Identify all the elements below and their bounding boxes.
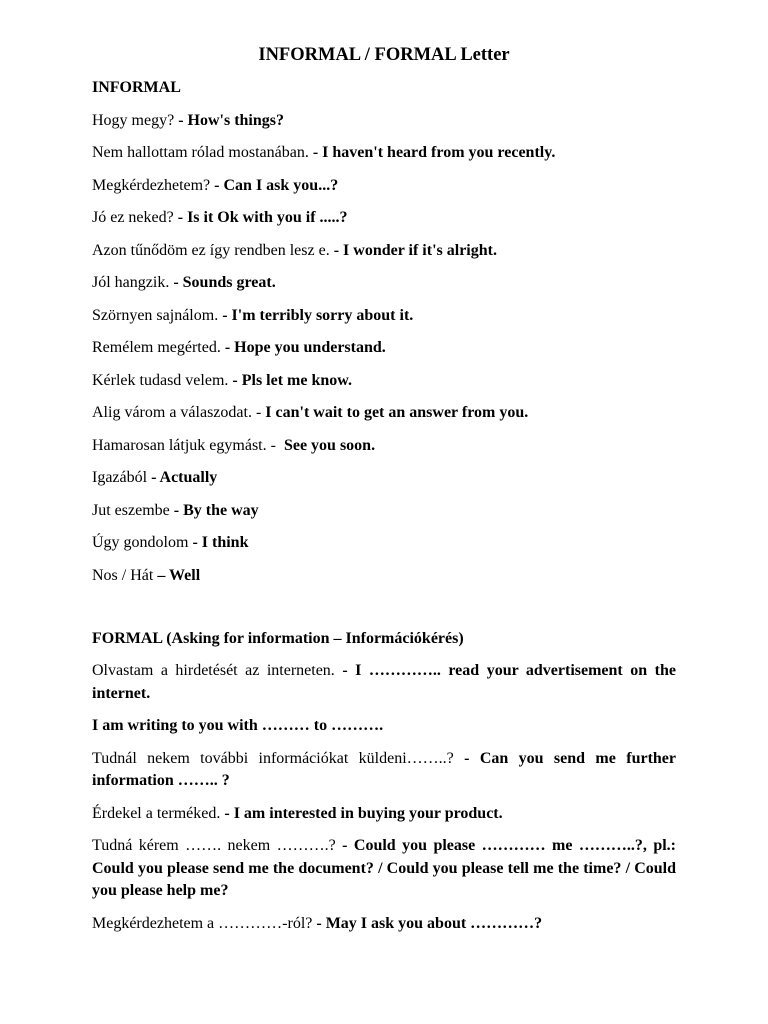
document-page [92,44,676,945]
hungarian-phrase: Jó ez neked? [92,209,178,226]
phrase-line [92,337,676,359]
english-phrase: - May I ask you about …………? [316,914,543,932]
formal-phrase-list [92,660,676,935]
hungarian-phrase: Hamarosan látjuk egymást. - [92,436,284,454]
phrase-line [92,240,676,262]
hungarian-phrase: Jut eszembe [92,501,174,519]
hungarian-phrase: Azon tűnődöm ez így rendben lesz e. [92,241,334,259]
hungarian-phrase: Tudnál nekem további információkat küldeni……..? [92,749,465,767]
english-phrase: - Actually [151,469,218,486]
english-phrase: - Can I ask you...? [214,176,339,194]
english-phrase: - I'm terribly sorry about it. [222,306,414,324]
phrase-paragraph [92,913,676,936]
english-phrase: – Well [157,566,201,584]
section-gap [92,597,676,628]
english-phrase: I can't wait to get an answer from you. [265,404,529,421]
english-phrase: - I am interested in buying your product. [224,804,503,822]
formal-heading: FORMAL (Asking for information – Információkérés) [92,630,464,647]
phrase-line [92,207,676,229]
hungarian-phrase: Szörnyen sajnálom. [92,306,223,324]
phrase-paragraph [92,803,676,826]
english-phrase: - How's things? [178,111,284,129]
english-phrase: - Hope you understand. [224,339,386,356]
hungarian-phrase: Hogy megy? [92,111,179,129]
informal-phrase-list [92,110,676,587]
document-title: INFORMAL / FORMAL Letter [258,45,510,65]
phrase-line [92,305,676,327]
hungarian-phrase: Olvastam a hirdetését az interneten. [92,662,343,679]
phrase-line [92,467,676,489]
english-phrase: - I think [192,534,249,551]
informal-heading: INFORMAL [92,79,181,96]
phrase-line [92,532,676,554]
english-phrase: I am writing to you with ……… to ………. [92,717,384,734]
english-phrase: - Is it Ok with you if .....? [177,209,348,226]
english-phrase: - I ………….. read your advertisement on the internet. [92,662,676,702]
phrase-paragraph [92,835,676,903]
english-phrase: See you soon. [283,436,376,454]
phrase-line [92,272,676,294]
phrase-paragraph [92,748,676,793]
phrase-line [92,142,676,164]
hungarian-phrase: Remélem megérted. [92,339,225,356]
hungarian-phrase: Kérlek tudasd velem. [92,371,233,389]
hungarian-phrase: Nos / Hát [92,566,158,584]
hungarian-phrase: Igazából [92,469,152,486]
phrase-line [92,500,676,522]
hungarian-phrase: Megkérdezhetem? [92,176,215,194]
phrase-line [92,370,676,392]
hungarian-phrase: Megkérdezhetem a …………-ról? [92,914,317,932]
english-phrase: - I haven't heard from you recently. [312,144,556,161]
hungarian-phrase: Érdekel a terméked. [92,804,225,822]
english-phrase: - Can you send me further information …….. ? [92,749,677,789]
hungarian-phrase: Nem hallottam rólad mostanában. [92,144,313,161]
phrase-line [92,565,676,587]
phrase-line [92,110,676,132]
hungarian-phrase: Alig várom a válaszodat. - [92,404,266,421]
hungarian-phrase: Úgy gondolom [92,534,193,551]
hungarian-phrase: Jól hangzik. [92,274,174,291]
english-phrase: - Pls let me know. [232,371,352,389]
english-phrase: - Sounds great. [173,274,276,291]
phrase-paragraph [92,660,676,705]
phrase-line [92,435,676,457]
hungarian-phrase: Tudná kérem ……. nekem ……….? [92,837,343,854]
phrase-line [92,402,676,424]
english-phrase: - By the way [173,501,259,519]
phrase-line [92,175,676,197]
english-phrase: - I wonder if it's alright. [333,241,497,259]
phrase-paragraph [92,715,676,738]
english-phrase: - Could you please ………… me ………..?, pl.: Could you please send me the document? / Could you please tell me the time? / Could you please help me? [92,837,676,899]
